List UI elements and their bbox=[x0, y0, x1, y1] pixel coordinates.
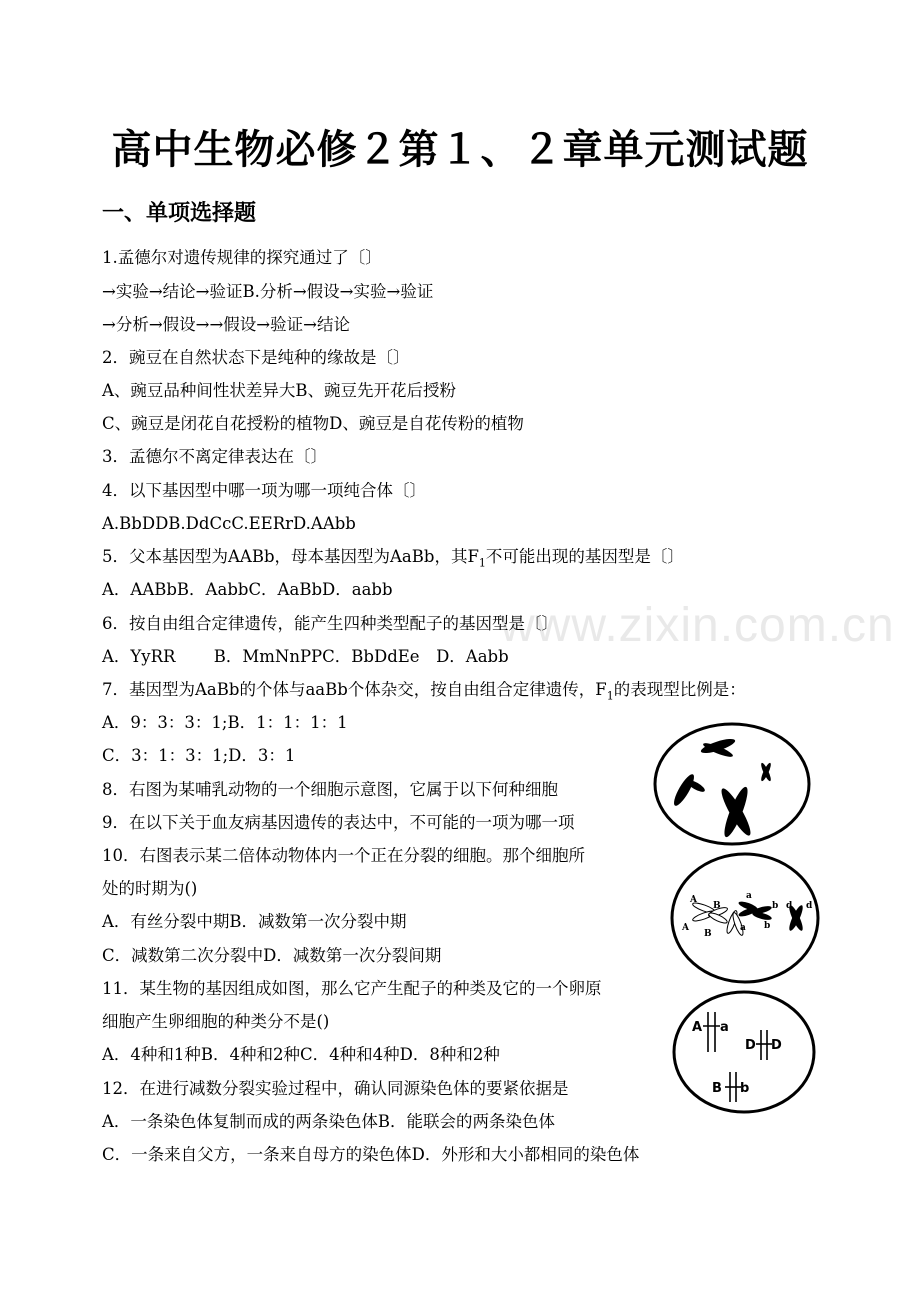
label-B: B bbox=[712, 1081, 722, 1096]
question-3: 3．孟德尔不离定律表达在〔〕 bbox=[102, 447, 327, 466]
question-1-options-b: →分析→假设→→假设→验证→结论 bbox=[102, 315, 350, 334]
chromosome-Bb bbox=[725, 1072, 741, 1102]
label-a-bottom: a bbox=[740, 923, 746, 933]
question-5-part1: 5．父本基因型为AABb，母本基因型为AaBb，其F bbox=[102, 547, 479, 566]
chromosome-DD bbox=[756, 1030, 772, 1060]
question-7-options-b: C．3：1：3：1;D．3：1 bbox=[102, 746, 296, 765]
chromosome-pair-left bbox=[692, 901, 729, 925]
label-a-top: a bbox=[746, 891, 752, 901]
question-12: 12．在进行减数分裂实验过程中，确认同源染色体的要紧依据是 bbox=[102, 1079, 569, 1098]
question-10-cont: 处的时期为() bbox=[102, 879, 198, 898]
label-D-left: D bbox=[745, 1038, 756, 1053]
question-5-options: A．AABbB．AabbC．AaBbD．aabb bbox=[102, 580, 393, 599]
question-4-options: A.BbDDB.DdCcC.EERrD.AAbb bbox=[102, 514, 356, 533]
chromosome-top bbox=[699, 736, 736, 759]
cell-diagram-q10 bbox=[668, 850, 822, 986]
question-11: 11．某生物的基因组成如图，那么它产生配子的种类及它的一个卵原 bbox=[102, 979, 602, 998]
question-10-options-a: A．有丝分裂中期B．减数第一次分裂中期 bbox=[102, 912, 407, 931]
question-7 bbox=[102, 680, 746, 706]
question-11-cont: 细胞产生卵细胞的种类分不是() bbox=[102, 1012, 330, 1031]
question-10: 10．右图表示某二倍体动物体内一个正在分裂的细胞。那个细胞所 bbox=[102, 846, 585, 865]
label-B-bottom: B bbox=[704, 929, 712, 939]
question-4: 4．以下基因型中哪一项为哪一项纯合体〔〕 bbox=[102, 481, 426, 500]
label-A: A bbox=[692, 1020, 703, 1035]
question-7-part2: 的表现型比例是： bbox=[613, 680, 746, 699]
question-2-options-a: A、豌豆品种间性状差异大B、豌豆先开花后授粉 bbox=[102, 381, 457, 400]
question-2-options-b: C、豌豆是闭花自花授粉的植物D、豌豆是自花传粉的植物 bbox=[102, 414, 524, 433]
question-5-part2: 不可能出现的基因型是〔〕 bbox=[485, 547, 684, 566]
question-1-options-a: →实验→结论→验证B.分析→假设→实验→验证 bbox=[102, 282, 434, 301]
label-D-right: D bbox=[771, 1038, 782, 1053]
chromosome-large bbox=[717, 785, 754, 840]
section-heading: 一、单项选择题 bbox=[102, 201, 257, 226]
question-5 bbox=[102, 547, 684, 573]
question-6: 6．按自由组合定律遗传，能产生四种类型配子的基因型是〔〕 bbox=[102, 614, 558, 633]
subscript-f1-q7: 1 bbox=[606, 689, 614, 703]
cell-diagram-q8 bbox=[652, 722, 812, 846]
chromosome-left bbox=[671, 772, 707, 808]
label-a: a bbox=[720, 1020, 729, 1035]
question-12-options-a: A．一条染色体复制而成的两条染色体B．能联会的两条染色体 bbox=[102, 1112, 556, 1131]
question-6-options: A．YyRR B．MmNnPPC．BbDdEe D．Aabb bbox=[102, 647, 509, 666]
subscript-f1: 1 bbox=[478, 556, 486, 570]
chromosome-small bbox=[760, 762, 773, 782]
label-b-bottom: b bbox=[764, 921, 771, 931]
question-10-options-b: C．减数第二次分裂中D．减数第一次分裂间期 bbox=[102, 946, 442, 965]
question-2: 2．豌豆在自然状态下是纯种的缘故是〔〕 bbox=[102, 348, 410, 367]
question-11-options: A．4种和1种B．4种和2种C．4种和4种D．8种和2种 bbox=[102, 1045, 500, 1064]
question-9: 9．在以下关于血友病基因遗传的表达中，不可能的一项为哪一项 bbox=[102, 813, 575, 832]
question-7-part1: 7．基因型为AaBb的个体与aaBb个体杂交，按自由组合定律遗传，F bbox=[102, 680, 607, 699]
chromosome-Aa bbox=[703, 1012, 720, 1052]
label-d-right: d bbox=[806, 901, 813, 911]
label-A-top: A bbox=[690, 895, 697, 905]
question-8: 8．右图为某哺乳动物的一个细胞示意图，它属于以下何种细胞 bbox=[102, 780, 558, 799]
label-A-bottom: A bbox=[682, 923, 689, 933]
label-B-top: B bbox=[713, 901, 721, 911]
label-b: b bbox=[740, 1081, 750, 1096]
question-12-options-b: C．一条来自父方，一条来自母方的染色体D．外形和大小都相同的染色体 bbox=[102, 1145, 640, 1164]
question-1: 1.孟德尔对遗传规律的探究通过了〔〕 bbox=[102, 248, 382, 267]
label-b-top: b bbox=[772, 901, 779, 911]
watermark: www.zixin.com.cn bbox=[500, 599, 895, 652]
label-d-left: d bbox=[786, 901, 793, 911]
genotype-diagram-q11 bbox=[670, 988, 818, 1116]
page-title: 高中生物必修２第１、２章单元测试题 bbox=[111, 126, 809, 173]
question-7-options-a: A．9：3：3：1;B．1：1：1：1 bbox=[102, 713, 348, 732]
